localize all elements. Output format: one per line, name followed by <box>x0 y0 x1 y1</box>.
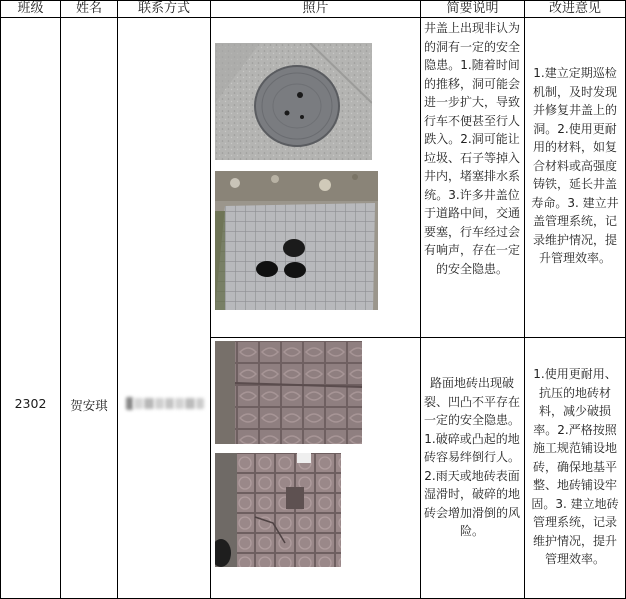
header-suggestion: 改进意见 <box>548 1 601 16</box>
suggestion-manhole: 1.建立定期巡检机制，及时发现并修复井盖上的洞。2.使用更耐用的材料，如复合材料或高强度铸铁，延长井盖寿命。3. 建立井盖管理系统，记录维护情况，提升管理效率。 <box>531 66 619 265</box>
manhole-cover-photo-icon <box>215 43 372 160</box>
header-description: 简要说明 <box>446 1 499 16</box>
description-tiles: 路面地砖出现破裂、凹凸不平存在一定的安全隐患。1.破碎或凸起的地砖容易绊倒行人。2.雨天或地砖表面湿滑时，破碎的地砖会增加滑倒的风险。 <box>424 376 521 538</box>
paving-tiles-photo-icon <box>215 341 362 444</box>
cracked-tiles-photo-icon <box>215 453 341 567</box>
header-name: 姓名 <box>75 1 102 16</box>
header-class: 班级 <box>17 1 44 16</box>
contact-redacted <box>126 395 204 411</box>
student-name: 贺安琪 <box>70 398 108 413</box>
description-manhole: 井盖上出现非认为的洞有一定的安全隐患。1.随着时间的推移，洞可能会进一步扩大，导致行车不便甚至行人跌入。2.洞可能让垃圾、石子等掉入井内，堵塞排水系统。3.许多井盖位于道路中间，交通要塞，行车经过会有响声，存在一定的安全隐患。 <box>424 21 521 276</box>
header-contact: 联系方式 <box>137 1 190 16</box>
class-value: 2302 <box>14 396 47 411</box>
broken-manhole-photo-icon <box>215 171 378 310</box>
header-photo: 照片 <box>302 1 329 16</box>
suggestion-tiles: 1.使用更耐用、抗压的地砖材料，减少破损率。2.严格按照施工规范铺设地砖，确保地基平整、地砖铺设牢固。3. 建立地砖管理系统，记录维护情况，提升管理效率。 <box>531 367 619 566</box>
